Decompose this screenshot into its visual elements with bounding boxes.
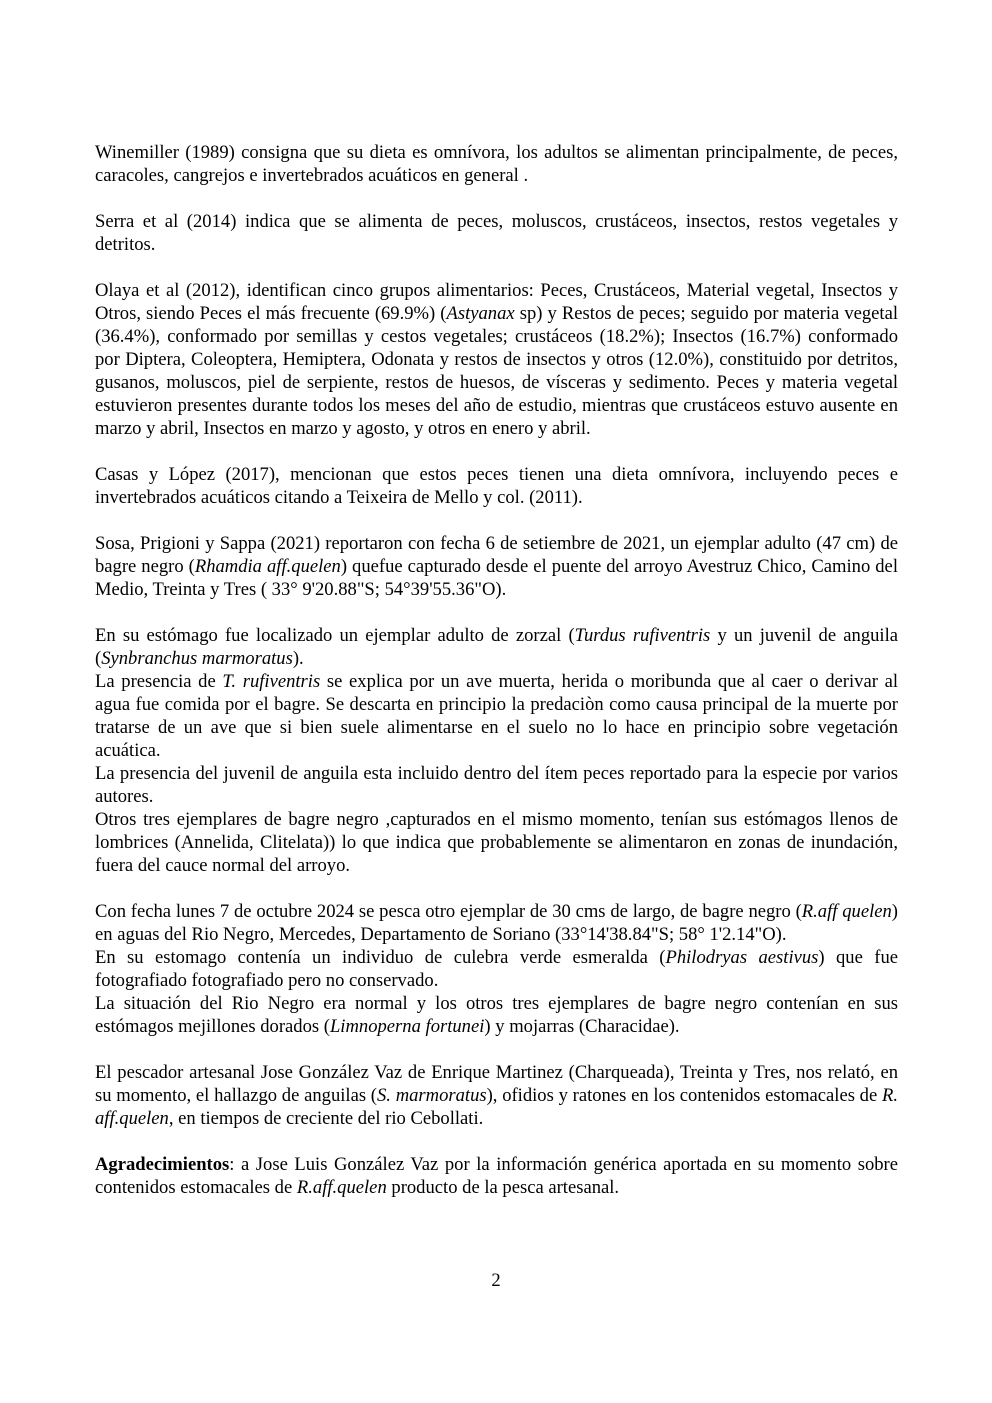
page-number: 2: [491, 1270, 501, 1291]
acknowledgements-heading: Agradecimientos: [95, 1154, 230, 1175]
paragraph-text: Sosa, Prigioni y Sappa (2021) reportaron con fecha 6 de setiembre de 2021, un ejemplar adulto (47 cm) de bagre negro (: [95, 533, 898, 577]
paragraph-acknowledgements: [95, 1153, 898, 1199]
species-name: Rhamdia aff.quelen: [194, 556, 341, 577]
paragraph-text: , en tiempos de creciente del rio Cebollati.: [168, 1108, 484, 1129]
paragraph-bird-presence: [95, 670, 898, 762]
paragraph-serra: [95, 210, 898, 256]
paragraph-stomach-contents: [95, 624, 898, 670]
species-name: R.aff quelen: [801, 901, 892, 922]
paragraph-snake-contents: [95, 946, 898, 992]
species-name: T. rufiventris: [222, 671, 321, 692]
paragraph-text: Serra et al (2014) indica que se alimenta de peces, moluscos, crustáceos, insectos, restos vegetales y detritos.: [95, 211, 898, 255]
species-name: R. aff.quelen: [95, 1085, 898, 1129]
paragraph-text: El pescador artesanal Jose González Vaz de Enrique Martinez (Charqueada), Treinta y Tres, nos relató, en su momento, el hallazgo de anguilas (: [95, 1062, 898, 1106]
document-body: [95, 141, 898, 1199]
species-name: Philodryas aestivus: [665, 947, 819, 968]
species-name: S. marmoratus: [377, 1085, 487, 1106]
paragraph-text: sp) y Restos de peces; seguido por materia vegetal (36.4%), conformado por semillas y cestos vegetales; crustáceos (18.2%); Insectos (16.7%) conformado por Diptera, Coleoptera, Hemiptera, Odonata y restos de insectos y otros (12.0%), constituido por detritos, gusanos, moluscos, piel de serpiente, restos de huesos, de vísceras y sedimento. Peces y materia vegetal estuvieron presentes durante todos los meses del año de estudio, mientras que crustáceos estuvo ausente en marzo y abril, Insectos en marzo y agosto, y otros en enero y abril.: [95, 303, 898, 439]
paragraph-other-specimens: [95, 808, 898, 877]
paragraph-olaya: [95, 279, 898, 440]
species-name: R.aff.quelen: [296, 1177, 387, 1198]
paragraph-text: Olaya et al (2012), identifican cinco grupos alimentarios: Peces, Crustáceos, Material vegetal, Insectos y Otros, siendo Peces el más frecuente (69.9%) (: [95, 280, 898, 324]
paragraph-text: producto de la pesca artesanal.: [386, 1177, 620, 1198]
paragraph-text: ), ofidios y ratones en los contenidos estomacales de: [486, 1085, 882, 1106]
paragraph-text: La presencia de: [95, 671, 223, 692]
species-name: Turdus rufiventris: [574, 625, 711, 646]
paragraph-text: Con fecha lunes 7 de octubre 2024 se pesca otro ejemplar de 30 cms de largo, de bagre negro (: [95, 901, 802, 922]
paragraph-winemiller: [95, 141, 898, 187]
paragraph-casas-lopez: [95, 463, 898, 509]
paragraph-text: Otros tres ejemplares de bagre negro ,capturados en el mismo momento, tenían sus estómagos llenos de lombrices (Annelida, Clitelata)) lo que indica que probablemente se alimentaron en zonas de inundación, fuera del cauce normal del arroyo.: [95, 809, 898, 876]
paragraph-text: ) y mojarras (Characidae).: [484, 1016, 680, 1037]
paragraph-text: ) quefue capturado desde el puente del arroyo Avestruz Chico, Camino del Medio, Treinta y Tres ( 33° 9'20.88"S; 54°39'55.36"O).: [95, 556, 898, 600]
species-name: Synbranchus marmoratus: [101, 648, 293, 669]
paragraph-sosa: [95, 532, 898, 601]
paragraph-text: se explica por un ave muerta, herida o moribunda que al caer o derivar al agua fue comida por el bagre. Se descarta en principio la predaciòn como causa principal de la muerte por tratarse de un ave que si bien suele alimentarse en el suelo no lo hace en principio sobre vegetación acuática.: [95, 671, 898, 761]
paragraph-eel-presence: [95, 762, 898, 808]
paragraph-text: La presencia del juvenil de anguila esta incluido dentro del ítem peces reportado para la especie por varios autores.: [95, 763, 898, 807]
paragraph-text: Winemiller (1989) consigna que su dieta es omnívora, los adultos se alimentan principalmente, de peces, caracoles, cangrejos e invertebrados acuáticos en general .: [95, 142, 898, 186]
paragraph-rio-negro-situation: [95, 992, 898, 1038]
paragraph-text: ).: [292, 648, 304, 669]
species-name: Limnoperna fortunei: [329, 1016, 485, 1037]
paragraph-text: : a Jose Luis González Vaz por la información genérica aportada en su momento sobre contenidos estomacales de: [95, 1154, 898, 1198]
paragraph-fisherman-report: [95, 1061, 898, 1130]
species-name: Astyanax: [446, 303, 515, 324]
paragraph-october-2024: [95, 900, 898, 946]
paragraph-text: En su estomago contenía un individuo de culebra verde esmeralda (: [95, 947, 666, 968]
paragraph-text: En su estómago fue localizado un ejemplar adulto de zorzal (: [95, 625, 575, 646]
paragraph-text: La situación del Rio Negro era normal y los otros tres ejemplares de bagre negro contenían en sus estómagos mejillones dorados (: [95, 993, 898, 1037]
paragraph-text: ) en aguas del Rio Negro, Mercedes, Departamento de Soriano (33°14'38.84"S; 58° 1'2.14"O).: [95, 901, 898, 945]
paragraph-text: ) que fue fotografiado fotografiado pero no conservado.: [95, 947, 898, 991]
paragraph-text: y un juvenil de anguila (: [95, 625, 899, 669]
paragraph-text: Casas y López (2017), mencionan que estos peces tienen una dieta omnívora, incluyendo peces e invertebrados acuáticos citando a Teixeira de Mello y col. (2011).: [95, 464, 898, 508]
